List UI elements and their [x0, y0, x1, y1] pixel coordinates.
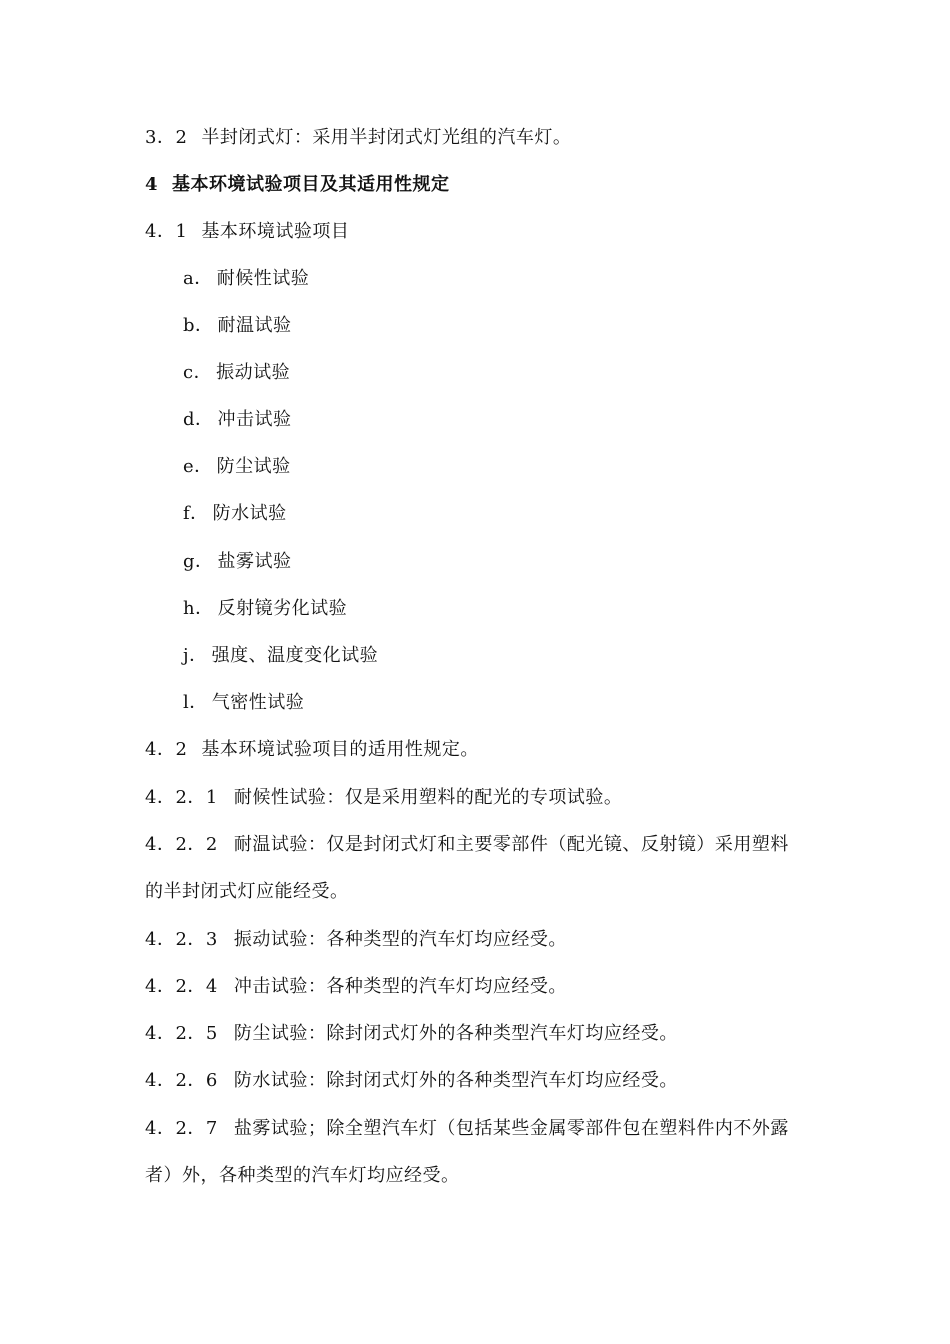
list-marker: d．: [183, 409, 214, 430]
section-4-heading: [145, 173, 450, 197]
list-item-text: 冲击试验: [217, 409, 292, 430]
section-4-2-5: [145, 1022, 678, 1046]
list-marker: a．: [183, 268, 213, 289]
section-text: 基本环境试验项目: [201, 221, 350, 242]
list-item-text: 防尘试验: [216, 456, 291, 477]
list-item-text: 防水试验: [212, 503, 287, 524]
list-marker: e．: [183, 456, 213, 477]
section-text: 防水试验：除封闭式灯外的各种类型汽车灯均应经受。: [233, 1070, 678, 1091]
section-4-2-3: [145, 928, 567, 952]
section-text: 耐温试验：仅是封闭式灯和主要零部件（配光镜、反射镜）采用塑料: [233, 834, 789, 855]
list-marker: c．: [183, 362, 213, 383]
list-marker: g．: [183, 551, 214, 572]
section-4-2-1: [145, 786, 622, 810]
list-item-text: 耐候性试验: [216, 268, 310, 289]
section-number: 3．2: [145, 127, 188, 148]
section-4-2: [145, 738, 479, 762]
section-4-2-7: [145, 1117, 789, 1141]
section-number: 4: [145, 174, 159, 195]
list-marker: f．: [183, 503, 209, 524]
section-4-2-7-continuation: [145, 1164, 460, 1188]
list-marker: h．: [183, 598, 214, 619]
list-marker: b．: [183, 315, 214, 336]
section-text: 基本环境试验项目的适用性规定。: [201, 739, 479, 760]
section-text-continuation: 者）外，各种类型的汽车灯均应经受。: [145, 1165, 460, 1186]
section-number: 4．2．2: [145, 834, 218, 855]
section-number: 4．1: [145, 221, 188, 242]
section-number: 4．2．4: [145, 976, 218, 997]
list-item: [183, 550, 292, 574]
section-4-2-6: [145, 1069, 678, 1093]
list-item: [183, 314, 292, 338]
section-text: 半封闭式灯：采用半封闭式灯光组的汽车灯。: [201, 127, 572, 148]
list-item: [183, 597, 347, 621]
list-marker: j．: [183, 645, 208, 666]
section-number: 4．2．3: [145, 929, 218, 950]
section-number: 4．2: [145, 739, 188, 760]
section-number: 4．2．5: [145, 1023, 218, 1044]
list-item: [183, 691, 304, 715]
section-number: 4．2．1: [145, 787, 218, 808]
list-item-text: 强度、温度变化试验: [211, 645, 379, 666]
list-item: [183, 455, 291, 479]
section-heading-text: 基本环境试验项目及其适用性规定: [172, 174, 450, 195]
list-item-text: 振动试验: [216, 362, 291, 383]
section-text: 防尘试验：除封闭式灯外的各种类型汽车灯均应经受。: [233, 1023, 678, 1044]
section-text: 冲击试验：各种类型的汽车灯均应经受。: [233, 976, 567, 997]
section-3-2: [145, 126, 571, 150]
list-item-text: 耐温试验: [217, 315, 292, 336]
section-text: 耐候性试验：仅是采用塑料的配光的专项试验。: [233, 787, 623, 808]
list-item: [183, 644, 378, 668]
section-text: 振动试验：各种类型的汽车灯均应经受。: [233, 929, 567, 950]
section-text-continuation: 的半封闭式灯应能经受。: [145, 881, 349, 902]
section-number: 4．2．6: [145, 1070, 218, 1091]
section-4-2-2: [145, 833, 789, 857]
section-number: 4．2．7: [145, 1118, 218, 1139]
list-item: [183, 267, 309, 291]
list-item-text: 气密性试验: [211, 692, 305, 713]
list-item-text: 反射镜劣化试验: [217, 598, 348, 619]
list-item: [183, 502, 287, 526]
section-4-1: [145, 220, 349, 244]
list-marker: l．: [183, 692, 208, 713]
list-item: [183, 361, 290, 385]
list-item: [183, 408, 292, 432]
section-4-2-2-continuation: [145, 880, 349, 904]
list-item-text: 盐雾试验: [217, 551, 292, 572]
section-4-2-4: [145, 975, 567, 999]
section-text: 盐雾试验；除全塑汽车灯（包括某些金属零部件包在塑料件内不外露: [233, 1118, 789, 1139]
